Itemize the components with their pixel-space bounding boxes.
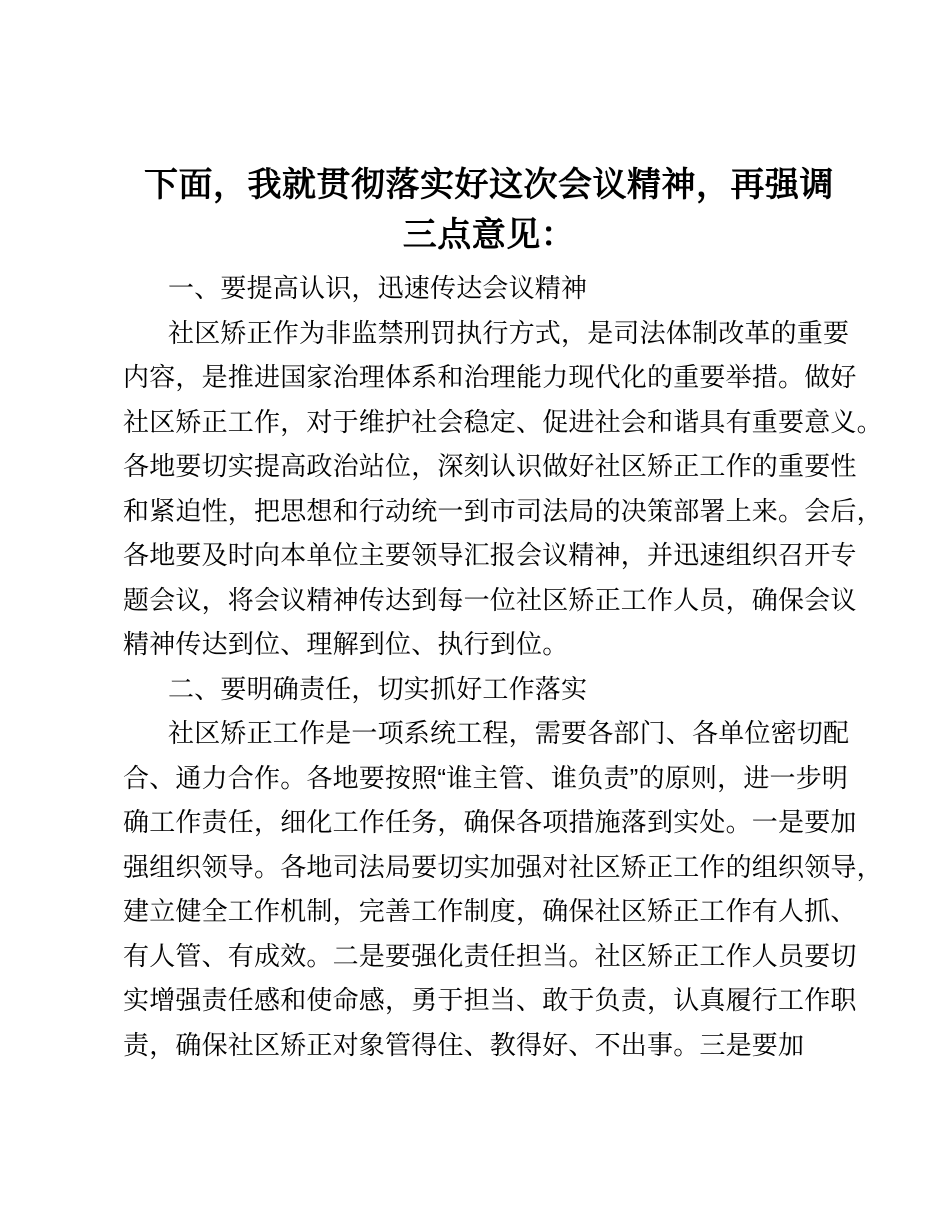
document-body <box>123 266 883 1067</box>
section-2-paragraph-line: 合、通力合作。各地要按照“谁主管、谁负责”的原则，进一步明 <box>123 762 849 793</box>
section-1-paragraph-line: 各地要切实提高政治站位，深刻认识做好社区矫正工作的重要性 <box>123 451 857 481</box>
section-2-paragraph-line: 有人管、有成效。二是要强化责任担当。社区矫正工作人员要切 <box>123 940 857 971</box>
section-1-paragraph-line: 社区矫正工作，对于维护社会稳定、促进社会和谐具有重要意义。 <box>123 406 883 437</box>
section-1-paragraph-line: 社区矫正作为非监禁刑罚执行方式，是司法体制改革的重要 <box>168 317 850 348</box>
section-1-paragraph-line: 内容，是推进国家治理体系和治理能力现代化的重要举措。做好 <box>123 362 857 392</box>
section-1-paragraph-line: 和紧迫性，把思想和行动统一到市司法局的决策部署上来。会后， <box>123 495 883 526</box>
section-2-paragraph-line: 确工作责任，细化工作任务，确保各项措施落到实处。一是要加 <box>123 807 857 837</box>
title-line-1: 下面，我就贯彻落实好这次会议精神，再强调 <box>144 166 834 204</box>
section-2-paragraph-line: 责，确保社区矫正对象管得住、教得好、不出事。三是要加 <box>123 1029 805 1060</box>
section-1-heading: 一、要提高认识，迅速传达会议精神 <box>168 273 588 303</box>
section-1-paragraph-line: 各地要及时向本单位主要领导汇报会议精神，并迅速组织召开专 <box>123 540 857 570</box>
section-1-paragraph-line: 题会议，将会议精神传达到每一位社区矫正工作人员，确保会议 <box>123 584 857 615</box>
section-2-paragraph-line: 建立健全工作机制，完善工作制度，确保社区矫正工作有人抓、 <box>123 896 857 926</box>
section-2-paragraph-line: 社区矫正工作是一项系统工程，需要各部门、各单位密切配 <box>168 718 850 748</box>
section-1-paragraph-line: 精神传达到位、理解到位、执行到位。 <box>123 629 569 659</box>
title-line-2: 三点意见： <box>402 216 576 254</box>
section-2-paragraph-line: 实增强责任感和使命感，勇于担当、敢于负责，认真履行工作职 <box>123 985 857 1015</box>
section-2-heading: 二、要明确责任，切实抓好工作落实 <box>168 673 588 704</box>
document-title <box>123 160 855 260</box>
section-2-paragraph-line: 强组织领导。各地司法局要切实加强对社区矫正工作的组织领导， <box>123 851 883 882</box>
